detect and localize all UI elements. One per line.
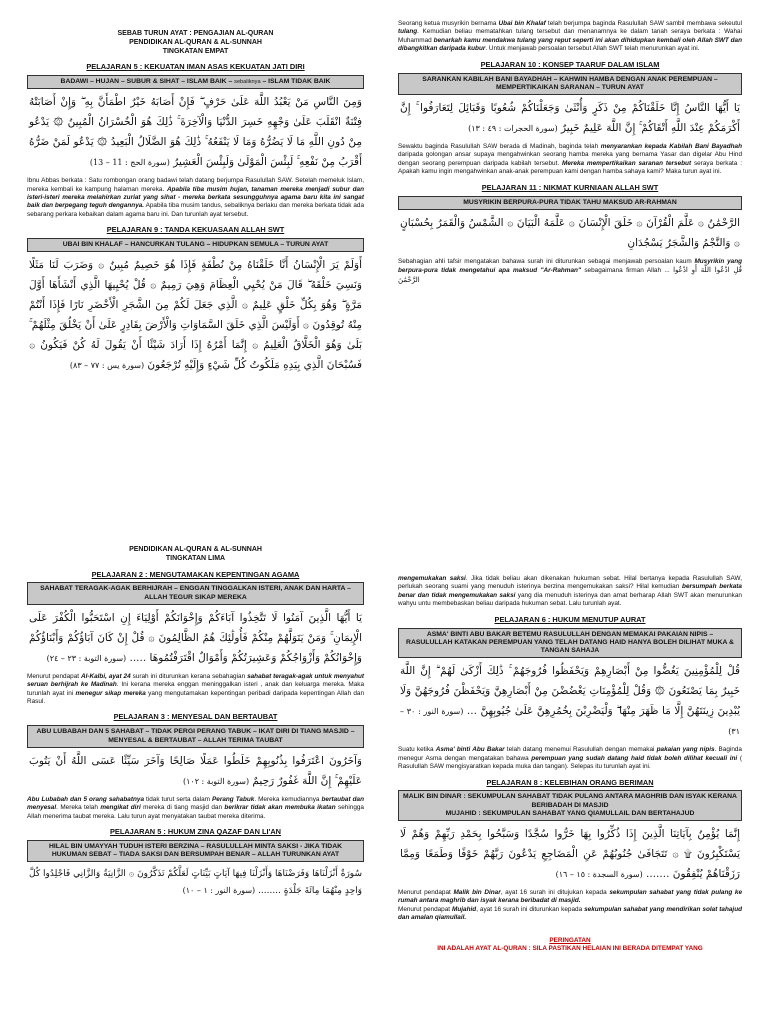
paragraph — [27, 673, 364, 707]
verse-text: وَآخَرُونَ اعْتَرَفُوا بِذُنُوبِهِمْ خَلَطُوا عَمَلًا صَالِحًا وَآخَرَ سَيِّئًا عَسَى اللَّهُ أَنْ يَتُوبَ عَلَيْهِمْ ۚ إِنَّ اللَّهَ غَفُورٌ رَحِيمٌ — [29, 754, 362, 787]
verse-text: إِنَّمَا يُؤْمِنُ بِآيَاتِنَا الَّذِينَ إِذَا ذُكِّرُوا بِهَا خَرُّوا سُجَّدًا وَسَبَّحُوا بِحَمْدِ رَبِّهِمْ وَهُمْ لَا يَسْتَكْبِرُونَ ۩ ۞ تَتَجَافَىٰ جُنُوبُهُمْ عَنِ الْمَضَاجِعِ يَدْعُونَ رَبَّهُمْ خَوْفًا وَطَمَعًا وَمِمَّا رَزَقْنَاهُمْ يُنْفِقُونَ ....... — [400, 828, 740, 881]
quran-verse — [29, 256, 362, 376]
emphasis-text: Perang Tabuk — [212, 795, 255, 803]
text: daripada golongan ansar supaya mengahwinkan seorang hamba mereka yang bernama Yasar dan digelar Abu Hind dengan seorang perempuan daripada kabilah tersebut. — [398, 151, 742, 167]
emphasis-text: berikrar tidak akan membuka ikatan — [224, 804, 336, 812]
emphasis-text: Musyrikin yang berpura-pura tidak mengetahui apa maksud "Ar-Rahman" — [398, 257, 742, 275]
lesson-title: PELAJARAN 8 : KELEBIHAN ORANG BERIMAN — [486, 777, 654, 787]
verse-reference: (سورة يس : ٧٧ – ٨٣) — [69, 361, 145, 371]
text: , ayat 16 surah ini ditujukan kepada — [500, 888, 607, 896]
paragraph — [398, 889, 742, 923]
emphasis-text: Mujahid — [452, 905, 477, 913]
lesson-title: PELAJARAN 10 : KONSEP TAARUF DALAM ISLAM — [480, 59, 660, 69]
emphasis-text: sekumpulan sahabat yang tidak pulang ke rumah antara maghrib dan isyak kerana beribadat di masjid. — [398, 888, 743, 905]
emphasis-text: sahabat teragak-agak untuk menyahut seruan berhijrah ke Madinah — [27, 672, 365, 689]
emphasis-text: Mereka mempertikaikan saranan tersebut — [562, 159, 692, 167]
emphasis-text: Malik bin Dinar — [453, 888, 501, 896]
warning-title: PERINGATAN — [549, 936, 591, 944]
emphasis-text: menyarankan kepada Kabilah Bani Bayadhah — [600, 143, 742, 151]
text: Seorang ketua musyrikin bernama — [398, 20, 497, 27]
text: sehingga Allah menerima taubat mereka. Lalu turun ayat menyatakan taubat mereka diterima. — [27, 804, 364, 820]
lesson-summary-bar: ABU LUBABAH DAN 5 SAHABAT – TIDAK PERGI PERANG TABUK – IKAT DIRI DI TIANG MASJID – MENYESAL & BERTAUBAT – ALLAH TERIMA TAUBAT — [27, 725, 364, 748]
header-line: PENDIDIKAN AL-QURAN & AL-SUNNAH — [129, 38, 262, 46]
arabic-inline: قُلِ ادْعُوا اللَّهَ أَوِ ادْعُوا الرَّحْمَٰنَ — [398, 266, 743, 284]
text: . Jika tidak beliau akan dikenakan hukuman sebat. Hilal bertanya kepada Rasulullah SAW, perlukah seorang suami yang menuduh isterinya berzina mengemukakan saksi? Hilal kemudian — [398, 575, 742, 591]
lesson-title: PELAJARAN 6 : HUKUM MENUTUP AURAT — [494, 614, 646, 624]
emphasis-text: Abu Lubabah dan 5 orang sahabatnya — [27, 795, 144, 803]
text: . Untuk menjawab persoalan tersebut Allah SWT telah menurunkan ayat ini. — [485, 45, 700, 53]
verse-text: سُورَةٌ أَنْزَلْنَاهَا وَفَرَضْنَاهَا وَأَنْزَلْنَا فِيهَا آيَاتٍ بَيِّنَاتٍ لَعَلَّكُمْ تَذَكَّرُونَ ۞ الزَّانِيَةُ وَالزَّانِي فَاجْلِدُوا كُلَّ وَاحِدٍ مِنْهُمَا مِائَةَ جَلْدَةٍ ........ — [29, 869, 362, 896]
quran-verse — [400, 662, 740, 742]
lesson-summary-bar: MUSYRIKIN BERPURA-PURA TIDAK TAHU MAKSUD AR-RAHMAN — [398, 196, 742, 210]
text: Sewaktu baginda Rasulullah SAW berada di Madinah, baginda telah — [398, 143, 599, 151]
paragraph — [27, 796, 364, 821]
emphasis-text: Al-Kalbi, ayat 24 — [80, 672, 131, 680]
emphasis-text: mengemukakan saksi — [398, 575, 466, 582]
bar-text-small: sebaliknya — [234, 79, 261, 86]
lesson-summary-bar: HILAL BIN UMAYYAH TUDUH ISTERI BERZINA – RASULULLAH MINTA SAKSI - JIKA TIDAK HUKUMAN SEBAT – TIADA SAKSI DAN BERSUMPAH BENAR – ALLAH TURUNKAN AYAT — [27, 840, 364, 863]
top-left-column — [27, 30, 364, 380]
verse-text: يَا أَيُّهَا النَّاسُ إِنَّا خَلَقْنَاكُمْ مِنْ ذَكَرٍ وَأُنْثَىٰ وَجَعَلْنَاكُمْ شُعُوبًا وَقَبَائِلَ لِتَعَارَفُوا ۚ إِنَّ أَكْرَمَكُمْ عِنْدَ اللَّهِ أَتْقَاكُمْ ۚ إِنَّ اللَّهَ عَلِيمٌ خَبِيرٌ — [400, 102, 740, 135]
verse-reference: (سورة التوبة : ١٠٢) — [182, 776, 250, 786]
emphasis-text: perempuan yang sudah datang haid tidak boleh dilihat kecuali ini — [531, 754, 738, 762]
lesson-title: PELAJARAN 11 : NIKMAT KURNIAAN ALLAH SWT — [481, 182, 659, 192]
text: Suatu ketika — [398, 746, 434, 754]
text: . Kemudian beliau mematahkan tulang tersebut dan menanamnya ke dalam tanah seraya berkata : Wahai Muhammad — [398, 28, 742, 44]
lesson-summary-bar: SAHABAT TERAGAK-AGAK BERHIJRAH – ENGGAN TINGGALKAN ISTERI, ANAK DAN HARTA – ALLAH TEGUR SIKAP MEREKA — [27, 582, 364, 605]
lesson-summary-bar: SARANKAN KABILAH BANI BAYADHAH – KAHWIN HAMBA DENGAN ANAK PEREMPUAN – MEMPERTIKAIKAN SARANAN – TURUN AYAT — [398, 73, 742, 96]
emphasis-text: bersumpah berkata benar dan tidak mengemukakan saksi — [398, 583, 742, 599]
paragraph — [27, 177, 364, 219]
lesson-summary-bar: ASMA' BINTI ABU BAKAR BETEMU RASULULLAH DENGAN MEMAKAI PAKAIAN NIPIS – RASULULLAH KATAKAN PEREMPUAN YANG TELAH DATANG HAID HANYA BOLEH DILIHAT MUKA & TANGAN SAHAJA — [398, 628, 742, 659]
header — [27, 546, 364, 564]
text: . Mereka telah — [56, 804, 98, 812]
verse-text: وَمِنَ النَّاسِ مَنْ يَعْبُدُ اللَّهَ عَلَىٰ حَرْفٍ ۖ فَإِنْ أَصَابَهُ خَيْرٌ اطْمَأَنَّ بِهِ ۖ وَإِنْ أَصَابَتْهُ فِتْنَةٌ انْقَلَبَ عَلَىٰ وَجْهِهِ خَسِرَ الدُّنْيَا وَالْآخِرَةَ ۚ ذَٰلِكَ هُوَ الْخُسْرَانُ الْمُبِينُ ۞ يَدْعُو مِنْ دُونِ اللَّهِ مَا لَا يَضُرُّهُ وَمَا لَا يَنْفَعُهُ ۚ ذَٰلِكَ هُوَ الضَّلَالُ الْبَعِيدُ ۞ يَدْعُو لَمَنْ ضَرُّهُ أَقْرَبُ مِنْ نَفْعِهِ ۚ لَبِئْسَ الْمَوْلَىٰ وَلَبِئْسَ الْعَشِيرُ — [29, 96, 362, 169]
header-line: TINGKATAN EMPAT — [162, 47, 229, 55]
text: . Baginda menegur Asma dengan mengatakan bahawa — [398, 746, 742, 762]
lesson-title: PELAJARAN 5 : HUKUM ZINA QAZAF DAN LI'AN — [109, 827, 282, 837]
warning-notice — [398, 937, 742, 953]
paragraph — [398, 746, 742, 771]
quran-verse — [29, 93, 362, 173]
text: . Ini kerana mereka enggan meninggalkan isteri , anak dan keluarga mereka. Maka turunlah ayat ini — [27, 681, 365, 697]
text: sebagaimana firman Allah ... — [584, 267, 670, 275]
emphasis-text: benarkah kamu mendakwa tulang yang reput seperti ini akan dihidupkan kembali oleh Allah SWT dan dibangkitkan daripada kubur — [398, 36, 742, 53]
quran-verse — [29, 752, 362, 792]
lesson-title: PELAJARAN 3 : MENYESAL DAN BERTAUBAT — [113, 712, 278, 722]
header — [27, 30, 364, 56]
text: mereka di tiang masjid dan — [143, 804, 223, 812]
lesson-summary-bar — [27, 75, 364, 89]
text: Menurut pendapat — [27, 672, 80, 680]
emphasis-text: mengikat diri — [100, 804, 141, 812]
verse-reference: (سورة النور : ٣٠ – ٣١) — [400, 707, 740, 737]
text: seraya berkata : Apakah kamu ingin mengahwinkan anak-anak perempuan kami dengan hamba sahaya kami? Maka turun ayat ini. — [398, 159, 743, 176]
emphasis-text: Ubai bin Khalaf — [498, 20, 546, 27]
verse-text: أَوَلَمْ يَرَ الْإِنْسَانُ أَنَّا خَلَقْنَاهُ مِنْ نُطْفَةٍ فَإِذَا هُوَ خَصِيمٌ مُبِينٌ ۞ وَضَرَبَ لَنَا مَثَلًا وَنَسِيَ خَلْقَهُ ۖ قَالَ مَنْ يُحْيِي الْعِظَامَ وَهِيَ رَمِيمٌ ۞ قُلْ يُحْيِيهَا الَّذِي أَنْشَأَهَا أَوَّلَ مَرَّةٍ ۖ وَهُوَ بِكُلِّ خَلْقٍ عَلِيمٌ ۞ الَّذِي جَعَلَ لَكُمْ مِنَ الشَّجَرِ الْأَخْضَرِ نَارًا فَإِذَا أَنْتُمْ مِنْهُ تُوقِدُونَ ۞ أَوَلَيْسَ الَّذِي خَلَقَ السَّمَاوَاتِ وَالْأَرْضَ بِقَادِرٍ عَلَىٰ أَنْ يَخْلُقَ مِثْلَهُمْ ۚ بَلَىٰ وَهُوَ الْخَلَّاقُ الْعَلِيمُ ۞ إِنَّمَا أَمْرُهُ إِذَا أَرَادَ شَيْئًا أَنْ يَقُولَ لَهُ كُنْ فَيَكُونُ ۞ فَسُبْحَانَ الَّذِي بِيَدِهِ مَلَكُوتُ كُلِّ شَيْءٍ وَإِلَيْهِ تُرْجَعُونَ — [29, 259, 362, 372]
paragraph — [398, 258, 742, 285]
text: yang dia menuduh isterinya dan amat berharap Allah SWT akan menurunkan wahyu untu membebaskan beliau daripada hukuman sebat. Lalu turunlah ayat. — [398, 591, 742, 608]
verse-text: قُلْ لِلْمُؤْمِنِينَ يَغُضُّوا مِنْ أَبْصَارِهِمْ وَيَحْفَظُوا فُرُوجَهُمْ ۚ ذَٰلِكَ أَزْكَىٰ لَهُمْ ۗ إِنَّ اللَّهَ خَبِيرٌ بِمَا يَصْنَعُونَ ۞ وَقُلْ لِلْمُؤْمِنَاتِ يَغْضُضْنَ مِنْ أَبْصَارِهِنَّ وَيَحْفَظْنَ فُرُوجَهُنَّ وَلَا يُبْدِينَ زِينَتَهُنَّ إِلَّا مَا ظَهَرَ مِنْهَا ۖ وَلْيَضْرِبْنَ بِخُمُرِهِنَّ عَلَىٰ جُيُوبِهِنَّ ... — [400, 665, 741, 718]
text: surah ini diturunkan kerana sebahagian — [132, 672, 246, 680]
lesson-summary-bar: MALIK BIN DINAR : SEKUMPULAN SAHABAT TIDAK PULANG ANTARA MAGHRIB DAN ISYAK KERANA BERIBADAH DI MASJID MUJAHID : SEKUMPULAN SAHABAT YANG QIAMULLAIL DAN BERTAHAJUD — [398, 790, 742, 821]
bottom-right-column — [398, 575, 742, 953]
text: Ibnu Abbas berkata : Satu rombongan orang badawi telah datang berjumpa Rasulullah SAW. Setelah memeluk Islam, mereka kembali ke kampung halaman mereka. — [27, 177, 364, 193]
emphasis-text: sekumpulan sahabat yang mendirikan solat tahajud dan amalan qiamullail. — [398, 905, 743, 922]
text: ( Rasulullah SAW mengisyaratkan kepada muka dan tangan). Selepas itu turunlah ayat ini. — [398, 754, 742, 771]
text: Sebahagian ahli tafsir mengatakan bahawa surah ini diturunkan sebagai menjawab persoalan kaum — [398, 257, 692, 265]
verse-reference: (سورة التوبة : ٢٣ – ٢٤) — [46, 653, 127, 663]
verse-reference: (سورة النور : ١ – ١٠) — [182, 885, 256, 895]
text: Apabila tiba musim tandus, sebaliknya berlaku dan mereka berkata tidak ada sebarang perkara kebaikan dalam agama baru ini. Dan turunlah ayat tersebut. — [27, 202, 365, 218]
text: , ayat 16 surah ini diturunkan kepada — [476, 905, 583, 913]
header-line: TINGKATAN LIMA — [165, 554, 226, 562]
warning-text: INI ADALAH AYAT AL-QURAN : SILA PASTIKAN HELAIAN INI BERADA DITEMPAT YANG — [437, 944, 703, 952]
quran-verse — [400, 825, 740, 885]
bottom-left-column — [27, 546, 364, 903]
verse-text: يَا أَيُّهَا الَّذِينَ آمَنُوا لَا تَتَّخِذُوا آبَاءَكُمْ وَإِخْوَانَكُمْ أَوْلِيَاءَ إِنِ اسْتَحَبُّوا الْكُفْرَ عَلَى الْإِيمَانِ ۚ وَمَنْ يَتَوَلَّهُمْ مِنْكُمْ فَأُولَٰئِكَ هُمُ الظَّالِمُونَ ۞ قُلْ إِنْ كَانَ آبَاؤُكُمْ وَأَبْنَاؤُكُمْ وَإِخْوَانُكُمْ وَأَزْوَاجُكُمْ وَعَشِيرَتُكُمْ وَأَمْوَالٌ اقْتَرَفْتُمُوهَا ..... — [29, 611, 362, 664]
quran-verse: الرَّحْمَٰنُ ۞ عَلَّمَ الْقُرْآنَ ۞ خَلَقَ الْإِنْسَانَ ۞ عَلَّمَهُ الْبَيَانَ ۞ الشَّمْسُ وَالْقَمَرُ بِحُسْبَانٍ ۞ وَالنَّجْمُ وَالشَّجَرُ يَسْجُدَانِ — [400, 216, 740, 249]
text: telah berjumpa baginda Rasulullah SAW sambil membawa sekeutul — [547, 20, 742, 27]
lesson-title: PELAJARAN 9 : TANDA KEKUASAAN ALLAH SWT — [106, 225, 285, 235]
verse-reference: (سورة الحجرات : ٤٩ : ١٣) — [468, 124, 558, 134]
lesson-title: PELAJARAN 2 : MENGUTAMAKAN KEPENTINGAN AGAMA — [91, 569, 300, 579]
quran-verse — [400, 99, 740, 139]
verse-reference: (سورة الحج : 11 – 13) — [89, 158, 170, 168]
bar-text: – ISLAM TIDAK BAIK — [262, 78, 331, 86]
lesson-summary-bar: UBAI BIN KHALAF – HANCURKAN TULANG – HIDUPKAN SEMULA – TURUN AYAT — [27, 238, 364, 252]
top-right-column — [398, 16, 742, 289]
paragraph — [398, 20, 742, 54]
header-line: SEBAB TURUN AYAT : PENGAJIAN AL-QURAN — [117, 30, 274, 37]
text: telah datang menemui Rasulullah dengan memakai — [506, 746, 655, 754]
text: . Mereka kemudiannya — [254, 795, 320, 803]
lesson-title: PELAJARAN 5 : KEKUATAN IMAN ASAS KEKUATAN JATI DIRI — [86, 62, 305, 72]
text: Menurut pendapat — [398, 888, 451, 896]
paragraph — [398, 143, 742, 177]
emphasis-text: menegur sikap mereka — [75, 689, 146, 697]
emphasis-text: bertaubat dan menyesal — [27, 795, 365, 812]
emphasis-text: Asma' binti Abu Bakar — [435, 746, 505, 754]
quran-verse — [29, 609, 362, 669]
quran-verse — [29, 866, 362, 898]
bar-text: BADAWI – HUJAN – SUBUR & SIHAT – ISLAM BAIK – — [60, 78, 233, 86]
emphasis-text: Apabila tiba musim hujan, tanaman mereka menjadi subur dan isteri-isteri mereka melahirkan zuriat yang sihat - mereka berkata sesungguhnya agama baru kita ini sangat baik dan berpegang teguh dengannya. — [27, 185, 364, 210]
emphasis-text: pakaian yang nipis — [656, 746, 715, 754]
paragraph — [398, 575, 742, 609]
text: tidak turut serta dalam — [146, 795, 210, 803]
emphasis-text: tulang — [398, 28, 418, 36]
text: yang mengutamakan kepentingan peribadi daripada kepentingan Allah dan Rasul. — [27, 689, 364, 705]
header-line: PENDIDIKAN AL-QURAN & AL-SUNNAH — [129, 546, 262, 553]
text: Menurut pendapat — [398, 905, 451, 913]
verse-reference: (سورة السجدة : ١٥ – ١٦) — [555, 870, 643, 880]
